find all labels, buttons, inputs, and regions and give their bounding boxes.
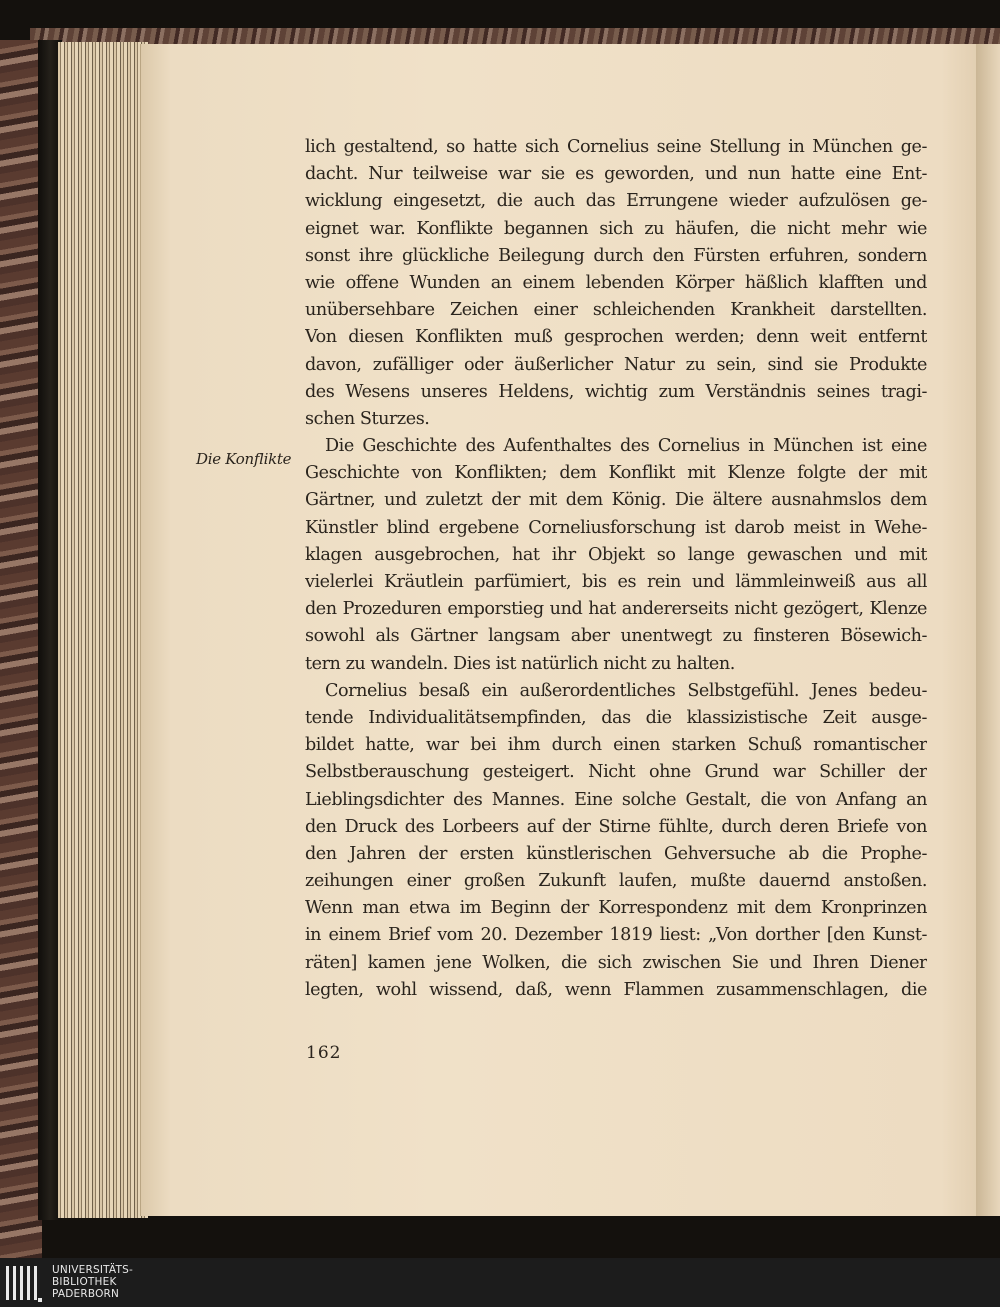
body-text [305, 134, 927, 1004]
text-line: tende Individualitätsempfinden, das die klassizistische Zeit ausge- [305, 707, 927, 728]
text-line: Geschichte von Konflikten; dem Konflikt mit Klenze folgte der mit [305, 463, 927, 484]
text-line: legten, wohl wissend, daß, wenn Flammen zusammenschlagen, die [305, 979, 927, 1000]
text-line: eignet war. Konflikte begannen sich zu häufen, die nicht mehr wie [305, 218, 927, 239]
page-number: 162 [306, 1043, 342, 1063]
margin-note: Die Konflikte [196, 450, 292, 468]
text-line: schen Sturzes. [305, 408, 430, 429]
text-line: Gärtner, und zuletzt der mit dem König. Die ältere ausnahmslos dem [305, 490, 927, 511]
text-line: wie offene Wunden an einem lebenden Körper häßlich klafften und [305, 272, 927, 293]
text-line: wicklung eingesetzt, die auch das Errungene wieder aufzulösen ge- [305, 191, 927, 212]
text-line: tern zu wandeln. Dies ist natürlich nicht zu halten. [305, 653, 735, 674]
library-logo-icon [4, 1262, 44, 1304]
library-name-line: UNIVERSITÄTS- [52, 1264, 133, 1276]
library-footer [0, 1258, 1000, 1307]
text-line: sonst ihre glückliche Beilegung durch den Fürsten erfuhren, sondern [305, 245, 927, 266]
text-line: Selbstberauschung gesteigert. Nicht ohne Grund war Schiller der [305, 762, 927, 783]
text-line: vielerlei Kräutlein parfümiert, bis es rein und lämmleinweiß aus all [305, 572, 927, 592]
facing-page-edge [975, 44, 1000, 1216]
text-line: davon, zufälliger oder äußerlicher Natur zu sein, sind sie Produkte [305, 354, 927, 375]
text-line: lich gestaltend, so hatte sich Cornelius seine Stellung in München ge- [305, 137, 927, 157]
text-line: den Jahren der ersten künstlerischen Gehversuche ab die Prophe- [305, 843, 927, 864]
text-line: klagen ausgebrochen, hat ihr Objekt so lange gewaschen und mit [305, 544, 927, 565]
library-name-line: PADERBORN [52, 1288, 120, 1300]
text-line: dacht. Nur teilweise war sie es geworden, und nun hatte eine Ent- [305, 164, 927, 185]
text-line: den Druck des Lorbeers auf der Stirne fühlte, durch deren Briefe von [305, 816, 927, 837]
text-line: zeihungen einer großen Zukunft laufen, mußte dauernd anstoßen. [305, 871, 927, 892]
text-line: unübersehbare Zeichen einer schleichenden Krankheit darstellten. [305, 300, 927, 321]
text-line: sowohl als Gärtner langsam aber unentwegt zu finsteren Bösewich- [305, 626, 927, 647]
text-line: räten] kamen jene Wolken, die sich zwischen Sie und Ihren Diener [305, 952, 927, 973]
text-line: Wenn man etwa im Beginn der Korrespondenz mit dem Kronprinzen [305, 898, 927, 919]
marbled-cover-left [0, 40, 42, 1258]
page-edges [58, 42, 148, 1218]
text-line: Cornelius besaß ein außerordentliches Selbstgefühl. Jenes bedeu- [325, 680, 927, 701]
text-line: den Prozeduren emporstieg und hat andererseits nicht gezögert, Klenze [305, 599, 927, 620]
text-line: Von diesen Konflikten muß gesprochen werden; denn weit entfernt [305, 327, 927, 348]
library-name-line: BIBLIOTHEK [52, 1276, 117, 1288]
text-line: des Wesens unseres Heldens, wichtig zum Verständnis seines tragi- [305, 381, 927, 402]
library-name [52, 1264, 133, 1300]
text-line: Die Geschichte des Aufenthaltes des Cornelius in München ist eine [325, 436, 927, 457]
text-line: Künstler blind ergebene Corneliusforschung ist darob meist in Wehe- [305, 517, 927, 538]
text-line: in einem Brief vom 20. Dezember 1819 liest: „Von dorther [den Kunst- [305, 925, 927, 946]
text-line: Lieblingsdichter des Mannes. Eine solche Gestalt, die von Anfang an [305, 789, 927, 810]
text-line: bildet hatte, war bei ihm durch einen starken Schuß romantischer [305, 735, 927, 756]
